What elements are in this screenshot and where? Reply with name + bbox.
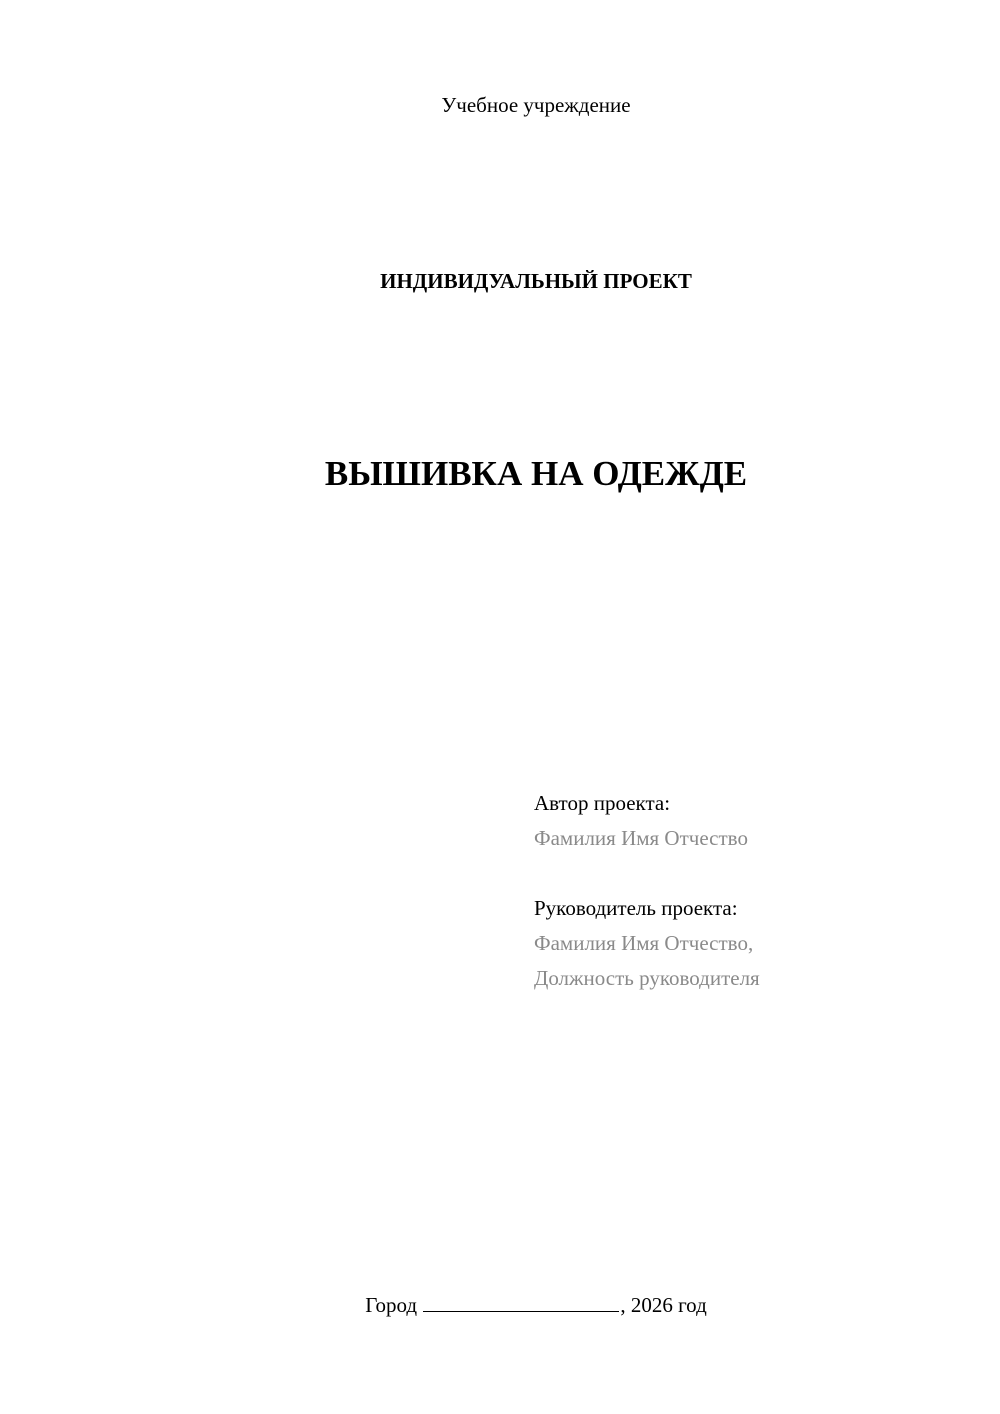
- institution-name: Учебное учреждение: [441, 93, 631, 117]
- document-type: ИНДИВИДУАЛЬНЫЙ ПРОЕКТ: [380, 269, 692, 293]
- supervisor-name: Фамилия Имя Отчество,: [534, 931, 754, 955]
- supervisor-label: Руководитель проекта:: [534, 896, 738, 920]
- project-info: [534, 786, 974, 996]
- supervisor-position: Должность руководителя: [534, 966, 760, 990]
- author-label: Автор проекта:: [534, 791, 671, 815]
- city-blank-line: [423, 1293, 619, 1312]
- year-text: , 2026 год: [620, 1293, 707, 1317]
- city-label: Город: [365, 1293, 418, 1317]
- footer-city-year: [0, 1290, 1000, 1320]
- author-name: Фамилия Имя Отчество: [534, 826, 748, 850]
- document-title: ВЫШИВКА НА ОДЕЖДЕ: [324, 454, 748, 493]
- spacer: [534, 856, 974, 891]
